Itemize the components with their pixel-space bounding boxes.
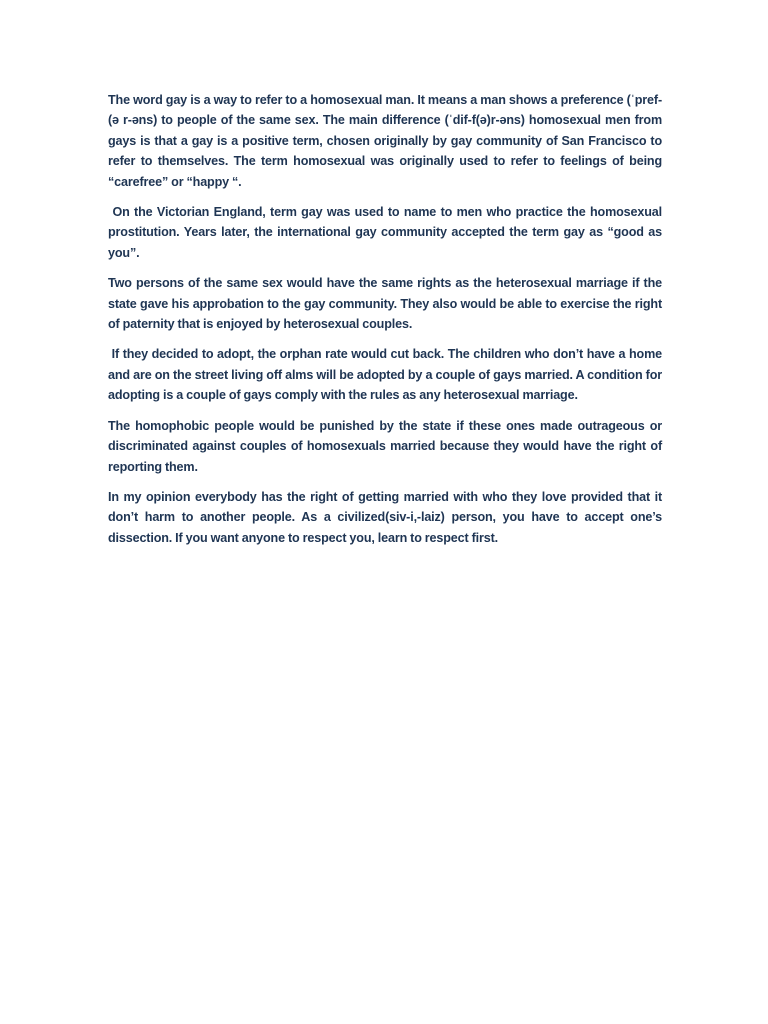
- paragraph-3: Two persons of the same sex would have the same rights as the heterosexual marriage if the state gave his approbation to the gay community. They also would be able to exercise the right of paternity that is enjoyed by heterosexual couples.: [108, 276, 666, 332]
- paragraph-4: If they decided to adopt, the orphan rate would cut back. The children who don’t have a home and are on the street living off alms will be adopted by a couple of gays married. A condition for adopting is a couple of gays comply with the rules as any heterosexual marriage.: [108, 347, 666, 403]
- document-page: [108, 90, 666, 558]
- paragraph-6: In my opinion everybody has the right of getting married with who they love provided that it don’t harm to another people. As a civilized(siv-i,-laiz) person, you have to accept one’s dissection. If you want anyone to respect you, learn to respect first.: [108, 489, 666, 545]
- paragraph-1: The word gay is a way to refer to a homosexual man. It means a man shows a preference (ˈpref-(ə r-əns) to people of the same sex. The main difference (ˈdif-f(ə)r-əns) homosexual men from gays is that a gay is a positive term, chosen originally by gay community of San Francisco to refer to themselves. The term homosexual was originally used to refer to feelings of being “carefree” or “happy “.: [108, 93, 666, 189]
- paragraph-5: The homophobic people would be punished by the state if these ones made outrageous or discriminated against couples of homosexuals married because they would have the right of reporting them.: [108, 418, 666, 474]
- paragraph-2: On the Victorian England, term gay was used to name to men who practice the homosexual prostitution. Years later, the international gay community accepted the term gay as “good as you”.: [108, 205, 666, 260]
